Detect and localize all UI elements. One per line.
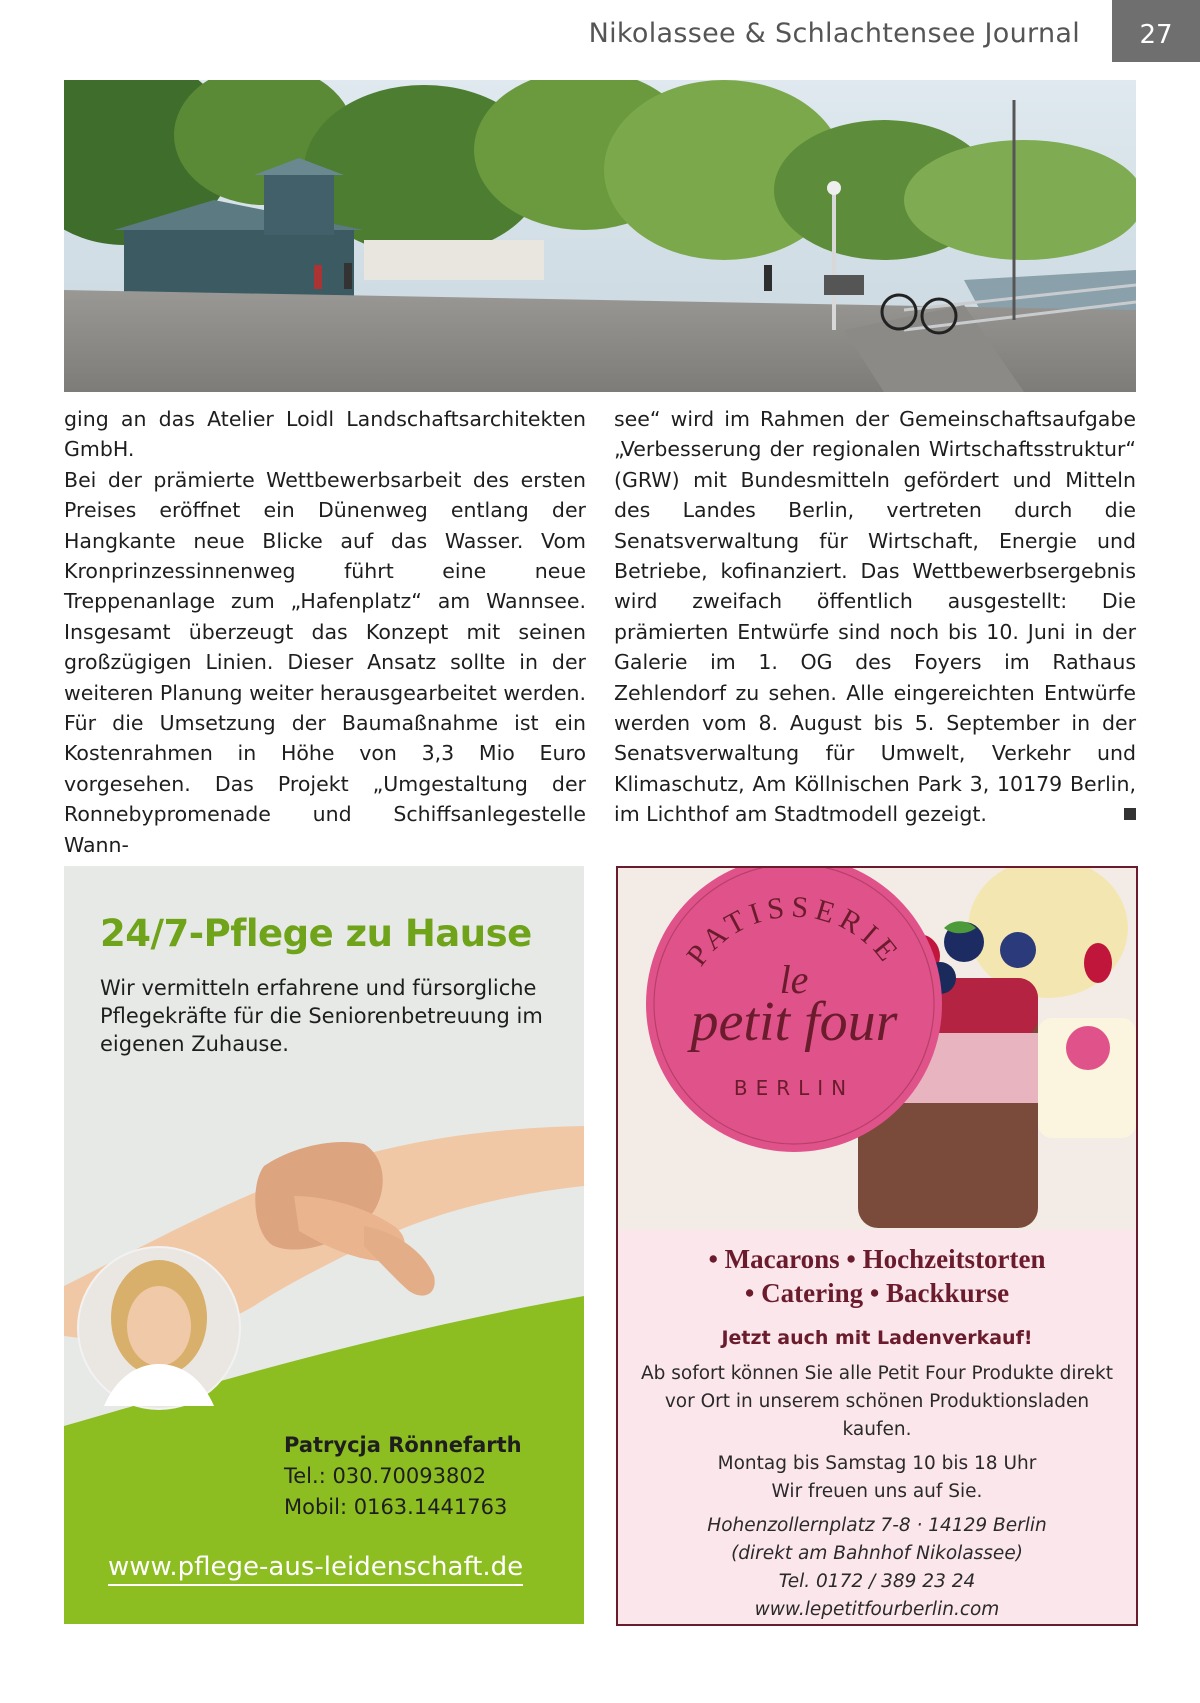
patisserie-services	[618, 1242, 1136, 1310]
article-column-left	[64, 404, 586, 860]
care-subline: Wir vermitteln erfahrene und fürsorgliche Pflegekräfte für die Seniorenbetreuung im eigenen Zuhause.	[100, 976, 543, 1056]
ad-patisserie	[616, 866, 1138, 1626]
article-text: see“ wird im Rahmen der Gemeinschaftsaufgabe „Verbesserung der regionalen Wirtschaftsstruktur“ (GRW) mit Bundesmitteln gefördert und Mitteln des Landes Berlin, vertreten durch die Senatsverwaltung für Wirtschaft, Energie und Betriebe, kofinanziert. Das Wettbewerbsergebnis wird zweifach öffentlich ausgestellt: Die prämierten Entwürfe sind noch bis 10. Juni in der Galerie im 1. OG des Foyers im Rathaus Zehlendorf zu sehen. Alle eingereichten Entwürfe werden vom 8. August bis 5. September in der Senatsverwaltung für Umwelt, Verkehr und Klimaschutz, Am Köllnischen Park 3, 10179 Berlin, im Lichthof am Stadtmodell gezeigt.	[614, 407, 1136, 827]
patisserie-hours: Montag bis Samstag 10 bis 18 Uhr	[717, 1453, 1037, 1474]
journal-title: Nikolassee & Schlachtensee Journal	[588, 18, 1080, 49]
patisserie-phone: Tel. 0172 / 389 23 24	[778, 1571, 976, 1592]
article-column-right	[614, 404, 1136, 830]
page-number: 27	[1112, 0, 1200, 62]
article-end-mark	[1124, 808, 1136, 820]
patisserie-welcome: Wir freuen uns auf Sie.	[771, 1481, 983, 1502]
patisserie-logo-city: BERLIN	[733, 1076, 855, 1100]
care-contact-mobile: Mobil: 0163.1441763	[284, 1495, 508, 1519]
article-paragraph: Bei der prämierte Wettbewerbsarbeit des ersten Preises eröffnet ein Dünenweg entlang der Hangkante neue Blicke auf das Wasser. Vom Kronprinzessinnenweg führt eine neue Treppenanlage zum „Hafenplatz“ am Wannsee. Insgesamt überzeugt das Konzept mit seinen großzügigen Linien. Dieser Ansatz sollte in der weiteren Planung weiter herausgearbeitet werden. Für die Umsetzung der Baumaßnahme ist ein Kostenrahmen in Höhe von 3,3 Mio Euro vorgesehen. Das Projekt „Umgestaltung der Ronnebypromenade und Schiffsanlegestelle Wann-	[64, 467, 586, 857]
patisserie-logo	[646, 866, 942, 1152]
patisserie-services-line: • Catering • Backkurse	[744, 1278, 1010, 1308]
care-contact	[284, 1430, 522, 1523]
patisserie-info	[638, 1324, 1116, 1624]
harbour-photo	[64, 80, 1136, 392]
patisserie-logo-name: petit four	[690, 991, 898, 1053]
article-paragraph	[614, 404, 1136, 830]
patisserie-logo-le: le	[779, 957, 809, 1002]
article-paragraph: ging an das Atelier Loidl Landschaftsarchitekten GmbH.	[64, 407, 586, 462]
care-headline: 24/7-Pflege zu Hause	[100, 912, 532, 955]
patisserie-logo-arc-text: PATISSERIE	[680, 890, 908, 972]
patisserie-services-line: • Macarons • Hochzeitstorten	[708, 1244, 1046, 1274]
patisserie-address-note: (direkt am Bahnhof Nikolassee)	[731, 1543, 1023, 1564]
patisserie-highlight: Jetzt auch mit Ladenverkauf!	[721, 1327, 1033, 1349]
care-contact-name: Patrycja Rönnefarth	[284, 1433, 522, 1457]
patisserie-text: Ab sofort können Sie alle Petit Four Produkte direkt vor Ort in unserem schönen Produktionsladen kaufen.	[640, 1363, 1114, 1440]
harbour-photo-illustration	[64, 80, 1136, 392]
ad-care-service	[64, 866, 584, 1624]
patisserie-address: Hohenzollernplatz 7-8 · 14129 Berlin	[707, 1515, 1047, 1536]
care-contact-phone: Tel.: 030.70093802	[284, 1464, 487, 1488]
care-website-link[interactable]: www.pflege-aus-leidenschaft.de	[108, 1552, 523, 1586]
patisserie-website-link[interactable]: www.lepetitfourberlin.com	[754, 1599, 1000, 1620]
